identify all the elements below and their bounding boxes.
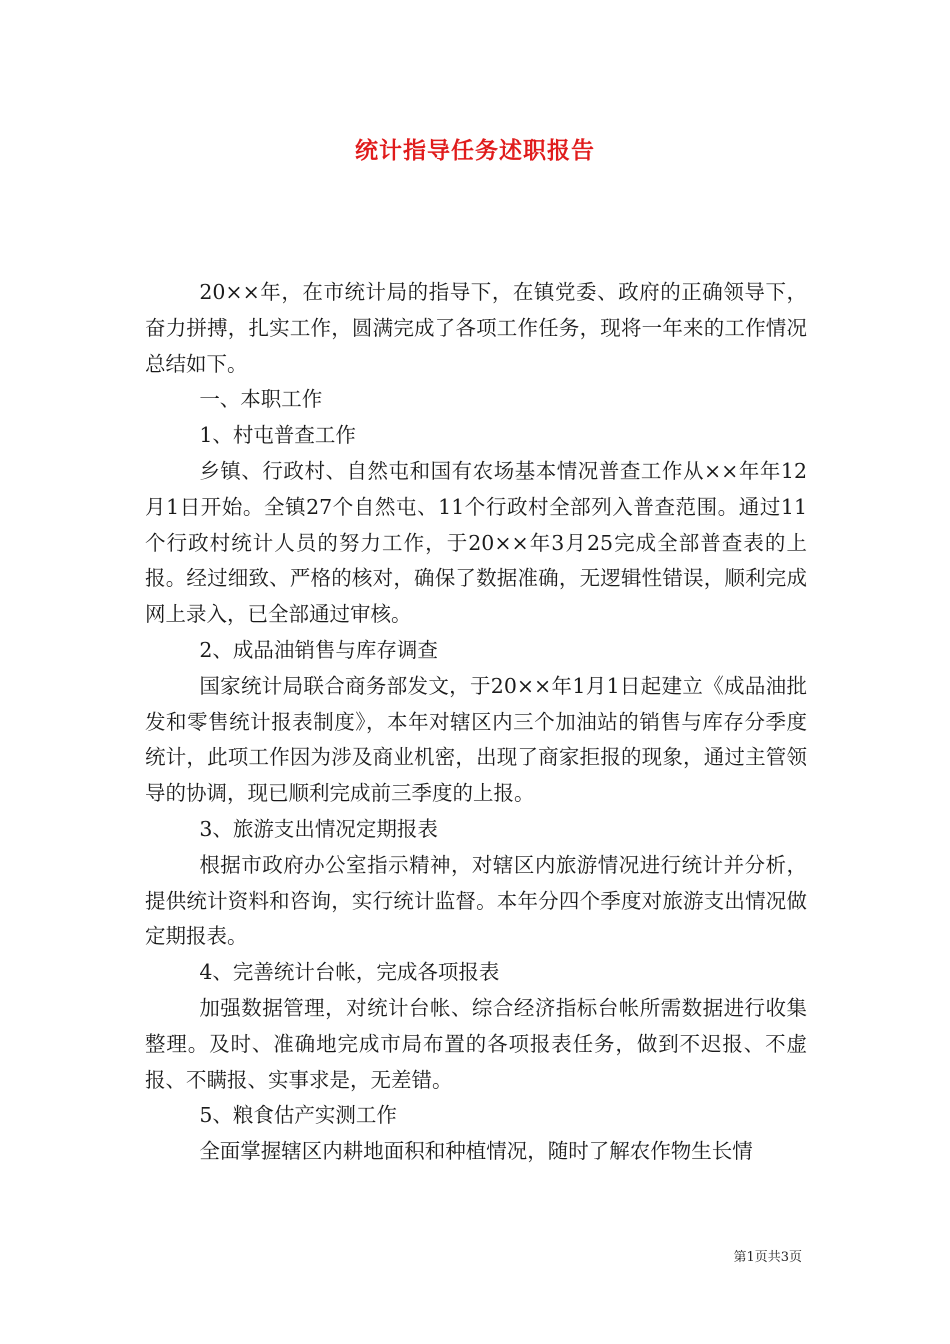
paragraph: 加强数据管理，对统计台帐、综合经济指标台帐所需数据进行收集整理。及时、准确地完成市局布置的各项报表任务，做到不迟报、不虚报、不瞒报、实事求是，无差错。 — [145, 995, 807, 1092]
section-heading: 一、本职工作 — [199, 387, 323, 412]
subsection-heading: 4、完善统计台帐，完成各项报表 — [199, 960, 500, 985]
document-title: 统计指导任务述职报告 — [355, 138, 595, 164]
subsection-heading: 1、村屯普查工作 — [199, 423, 356, 448]
subsection-heading: 5、粮食估产实测工作 — [199, 1103, 397, 1128]
document-body — [145, 275, 807, 1170]
page-number: 第1页共3页 — [733, 1250, 802, 1265]
paragraph: 国家统计局联合商务部发文，于20××年1月1日起建立《成品油批发和零售统计报表制度》，本年对辖区内三个加油站的销售与库存分季度统计，此项工作因为涉及商业机密，出现了商家拒报的现象，通过主管领导的协调，现已顺利完成前三季度的上报。 — [145, 673, 807, 806]
paragraph: 根据市政府办公室指示精神，对辖区内旅游情况进行统计并分析，提供统计资料和咨询，实行统计监督。本年分四个季度对旅游支出情况做定期报表。 — [145, 852, 807, 949]
paragraph-intro: 20××年，在市统计局的指导下，在镇党委、政府的正确领导下，奋力拼搏，扎实工作，圆满完成了各项工作任务，现将一年来的工作情况总结如下。 — [145, 280, 807, 376]
paragraph: 乡镇、行政村、自然屯和国有农场基本情况普查工作从××年年12月1日开始。全镇27个自然屯、11个行政村全部列入普查范围。通过11个行政村统计人员的努力工作，于20××年3月25完成全部普查表的上报。经过细致、严格的核对，确保了数据准确，无逻辑性错误，顺利完成网上录入，已全部通过审核。 — [145, 458, 807, 627]
subsection-heading: 3、旅游支出情况定期报表 — [199, 816, 438, 841]
subsection-heading: 2、成品油销售与库存调查 — [199, 637, 438, 662]
paragraph: 全面掌握辖区内耕地面积和种植情况，随时了解农作物生长情 — [199, 1139, 753, 1164]
